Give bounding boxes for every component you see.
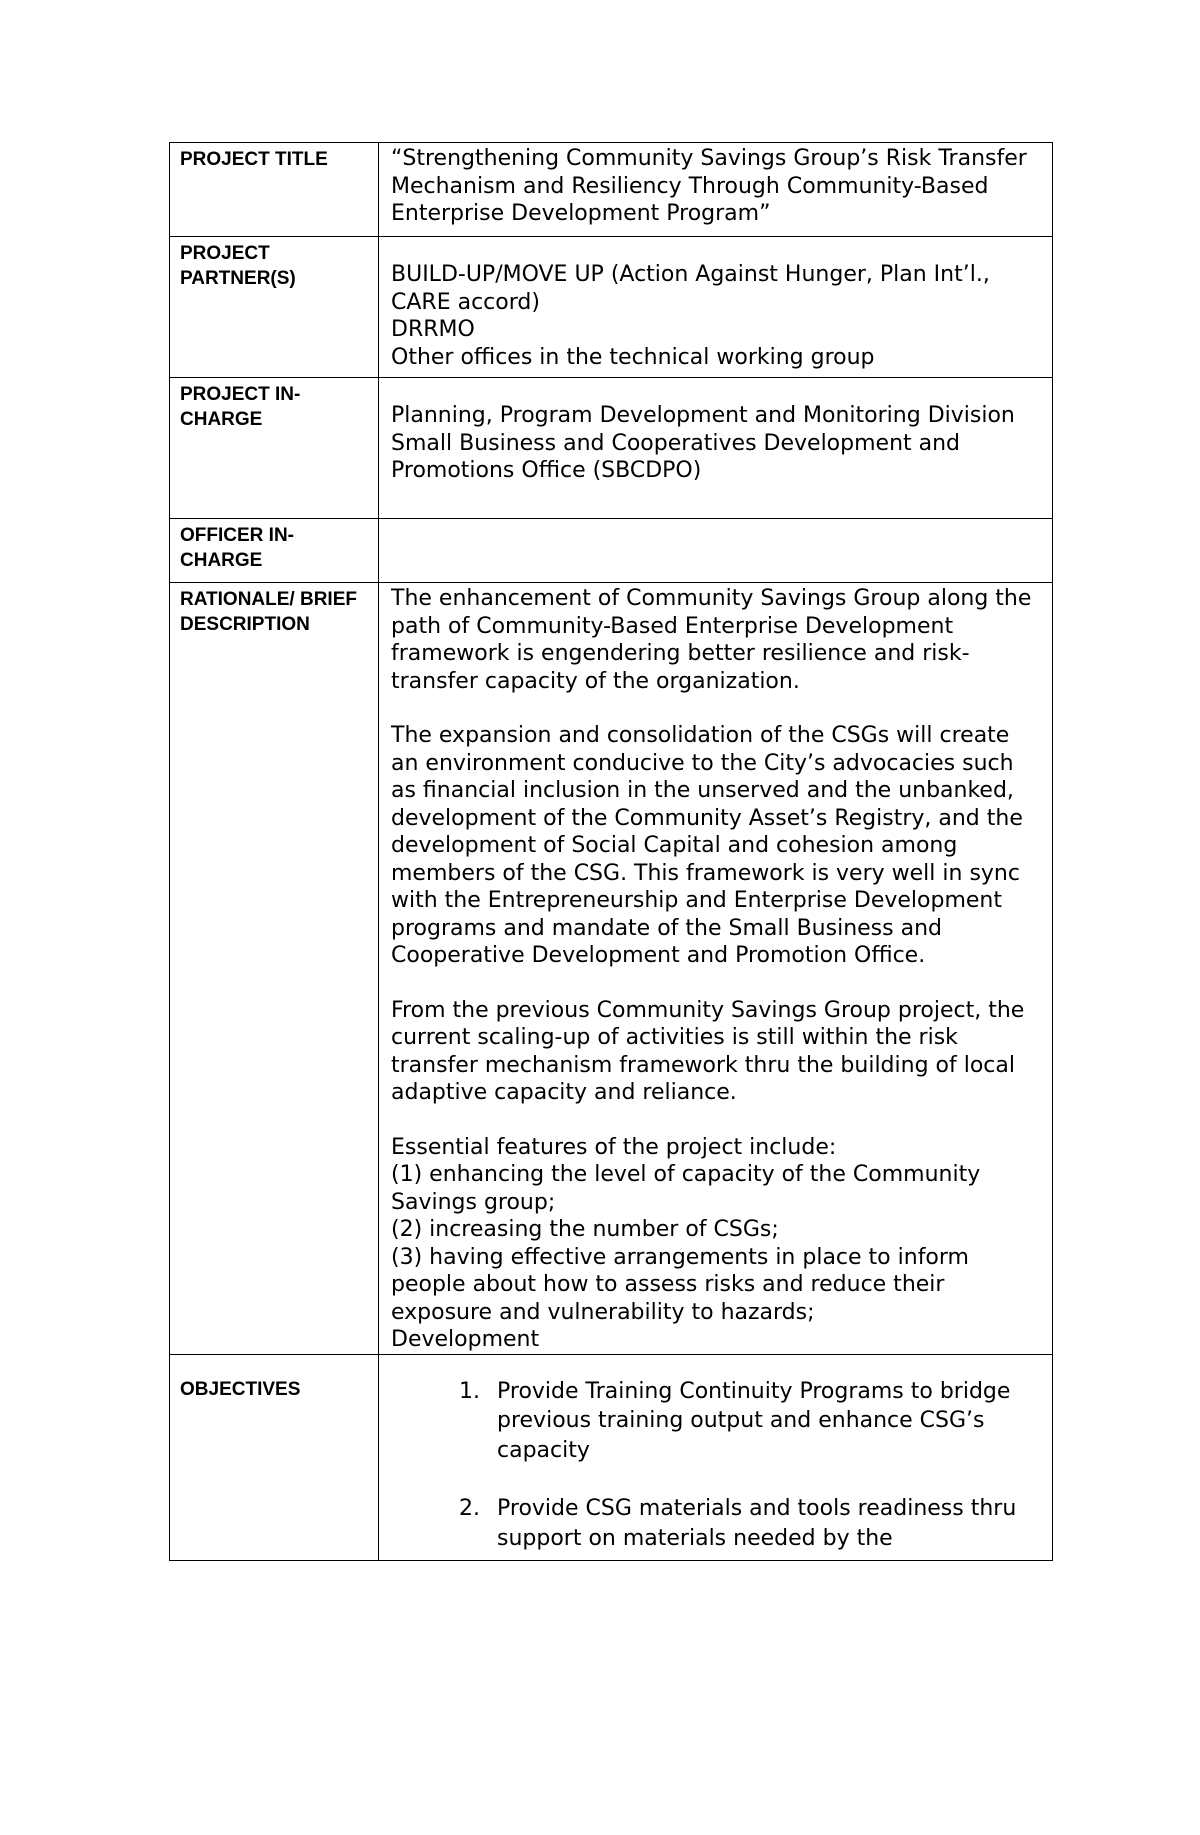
partner-line: BUILD-UP/MOVE UP (Action Against Hunger, Plan Int’l., CARE accord): [391, 262, 990, 315]
objectives-list: [391, 1377, 1042, 1554]
row-rationale: [170, 583, 1053, 1355]
value-objectives: [379, 1354, 1053, 1560]
value-officer-in-charge: [379, 519, 1053, 583]
objective-number: 1.: [459, 1378, 480, 1404]
partner-line: Other offices in the technical working group: [391, 344, 875, 370]
value-project-partners: [379, 237, 1053, 378]
feature-item: Development: [391, 1327, 540, 1352]
in-charge-line: Planning, Program Development and Monitoring Division: [391, 403, 1015, 428]
row-project-in-charge: [170, 378, 1053, 519]
objective-text: Provide Training Continuity Programs to bridge previous training output and enhance CSG’s capacity: [497, 1378, 1011, 1463]
features-intro: Essential features of the project include:: [391, 1134, 837, 1160]
label-objectives: OBJECTIVES: [170, 1354, 379, 1560]
row-project-title: [170, 143, 1053, 237]
feature-item: (3) having effective arrangements in place to inform people about how to assess risks and reduce their exposure and vulnerability to hazards;: [391, 1244, 969, 1325]
in-charge-line: Small Business and Cooperatives Development and Promotions Office (SBCDPO): [391, 430, 961, 483]
objective-item: [459, 1494, 1042, 1553]
project-title-text: “Strengthening Community Savings Group’s Risk Transfer Mechanism and Resiliency Through Community-Based Enterprise Development Program”: [391, 146, 1027, 226]
value-project-in-charge: [379, 378, 1053, 519]
feature-item: (1) enhancing the level of capacity of the Community Savings group;: [391, 1162, 981, 1215]
feature-item: (2) increasing the number of CSGs;: [391, 1217, 779, 1242]
value-project-title: [379, 143, 1053, 237]
label-project-partners: PROJECT PARTNER(S): [170, 237, 379, 378]
label-project-title: PROJECT TITLE: [170, 143, 379, 237]
value-rationale: [379, 583, 1053, 1355]
objective-number: 2.: [459, 1496, 480, 1521]
label-officer-in-charge: OFFICER IN-CHARGE: [170, 519, 379, 583]
objective-text: Provide CSG materials and tools readiness thru support on materials needed by the: [497, 1496, 1017, 1551]
row-objectives: [170, 1354, 1053, 1560]
rationale-paragraph: From the previous Community Savings Group project, the current scaling-up of activities is still within the risk transfer mechanism framework thru the building of local adaptive capacity and reliance.: [391, 997, 1025, 1105]
features-block: [391, 1134, 1042, 1354]
label-project-in-charge: PROJECT IN-CHARGE: [170, 378, 379, 519]
row-officer-in-charge: [170, 519, 1053, 583]
row-project-partners: [170, 237, 1053, 378]
partner-line: DRRMO: [391, 317, 475, 342]
objective-item: [459, 1377, 1042, 1466]
label-rationale: RATIONALE/ BRIEF DESCRIPTION: [170, 583, 379, 1355]
rationale-paragraph: The expansion and consolidation of the CSGs will create an environment conducive to the City’s advocacies such as financial inclusion in the unserved and the unbanked, development of the Community Asset’s Registry, and the development of Social Capital and cohesion among members of the CSG. This framework is very well in sync with the Entrepreneurship and Enterprise Development programs and mandate of the Small Business and Cooperative Development and Promotion Office.: [391, 723, 1023, 968]
rationale-paragraph: The enhancement of Community Savings Group along the path of Community-Based Enterprise Development framework is engendering better resilience and risk-transfer capacity of the organization.: [391, 586, 1032, 694]
project-profile-table: [169, 142, 1053, 1561]
